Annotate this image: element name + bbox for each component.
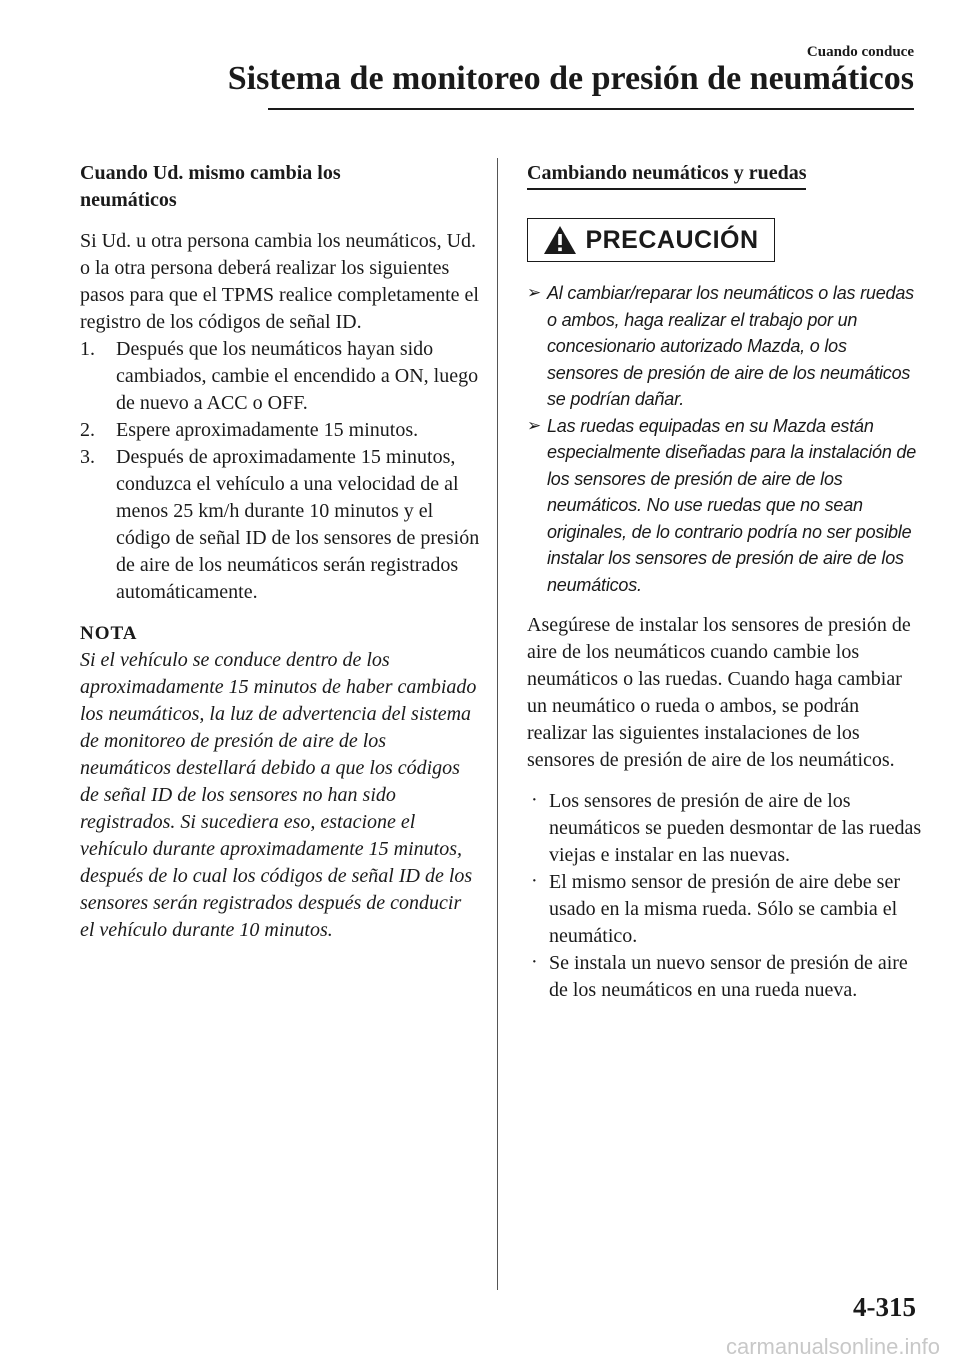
intro-paragraph: Si Ud. u otra persona cambia los neumáticos, Ud. o la otra persona deberá realizar los siguientes pasos para que el TPMS realice completamente el registro de los códigos de señal ID. bbox=[80, 230, 479, 333]
watermark: carmanualsonline.info bbox=[725, 1334, 940, 1359]
caution-list bbox=[527, 280, 922, 598]
note-text: Si el vehículo se conduce dentro de los aproximadamente 15 minutos de haber cambiado los neumáticos, la luz de advertencia del sistema de monitoreo de presión de aire de los neumáticos destellará debido a que los códigos de señal ID de los sensores no han sido registrados. Si sucediera eso, estacione el vehículo durante aproximadamente 15 minutos, después de lo cual los códigos de señal ID de los sensores serán registrados después de conducir el vehículo durante 10 minutos. bbox=[80, 649, 477, 941]
arrow-bullet-icon: ➢ bbox=[527, 283, 542, 302]
steps-list bbox=[80, 336, 480, 606]
step-number: 1. bbox=[80, 338, 95, 360]
left-column bbox=[80, 160, 480, 944]
step-number: 3. bbox=[80, 446, 95, 468]
list-item-text: El mismo sensor de presión de aire debe ser usado en la misma rueda. Sólo se cambia el neumático. bbox=[549, 871, 901, 947]
list-item-text: Los sensores de presión de aire de los neumáticos se pueden desmontar de las ruedas viejas e instalar en las nuevas. bbox=[549, 790, 922, 866]
page-title: Sistema de monitoreo de presión de neumáticos bbox=[227, 60, 914, 97]
dot-bullet-icon: · bbox=[531, 951, 538, 973]
step-item bbox=[80, 417, 480, 444]
step-item bbox=[80, 336, 480, 417]
warning-triangle-icon bbox=[543, 225, 577, 255]
installation-options-list bbox=[527, 788, 922, 1004]
caution-item bbox=[527, 280, 922, 413]
section-heading-line2: neumáticos bbox=[80, 189, 177, 211]
header-rule bbox=[268, 108, 914, 110]
list-item bbox=[527, 869, 922, 950]
page-number: 4-315 bbox=[853, 1292, 916, 1322]
header-section-label: Cuando conduce bbox=[806, 44, 914, 60]
step-text: Después que los neumáticos hayan sido cambiados, cambie el encendido a ON, luego de nuevo a ACC o OFF. bbox=[116, 338, 479, 414]
step-item bbox=[80, 444, 480, 606]
right-column bbox=[527, 160, 922, 1004]
caution-item bbox=[527, 413, 922, 599]
caution-label: PRECAUCIÓN bbox=[585, 225, 759, 254]
subsection-heading: Cambiando neumáticos y ruedas bbox=[527, 160, 806, 190]
caution-item-text: Al cambiar/reparar los neumáticos o las ruedas o ambos, haga realizar el trabajo por un concesionario autorizado Mazda, o los sensores de presión de aire de los neumáticos se podrían dañar. bbox=[547, 283, 914, 409]
step-text: Espere aproximadamente 15 minutos. bbox=[116, 419, 419, 441]
section-heading bbox=[80, 160, 480, 214]
note-label: NOTA bbox=[80, 623, 138, 644]
list-item bbox=[527, 950, 922, 1004]
dot-bullet-icon: · bbox=[531, 870, 538, 892]
list-item-text: Se instala un nuevo sensor de presión de aire de los neumáticos en una rueda nueva. bbox=[549, 952, 908, 1001]
dot-bullet-icon: · bbox=[531, 789, 538, 811]
arrow-bullet-icon: ➢ bbox=[527, 415, 542, 435]
caution-item-text: Las ruedas equipadas en su Mazda están especialmente diseñadas para la instalación de los sensores de presión de aire de los neumáticos. No use ruedas que no sean originales, de lo contrario podría no ser posible instalar los sensores de presión de aire de los neumáticos. bbox=[547, 415, 917, 595]
step-number: 2. bbox=[80, 419, 95, 441]
column-divider bbox=[497, 158, 498, 1290]
section-heading-line1: Cuando Ud. mismo cambia los bbox=[80, 162, 341, 184]
list-item bbox=[527, 788, 922, 869]
sensor-install-paragraph: Asegúrese de instalar los sensores de presión de aire de los neumáticos cuando cambie los neumáticos o las ruedas. Cuando haga cambiar un neumático o rueda o ambos, se podrán realizar las siguientes instalaciones de los sensores de presión de aire de los neumáticos. bbox=[527, 614, 911, 771]
caution-box bbox=[527, 218, 775, 262]
step-text: Después de aproximadamente 15 minutos, conduzca el vehículo a una velocidad de al menos 25 km/h durante 10 minutos y el código de señal ID de los sensores de presión de aire de los neumáticos serán registrados automáticamente. bbox=[116, 446, 480, 603]
